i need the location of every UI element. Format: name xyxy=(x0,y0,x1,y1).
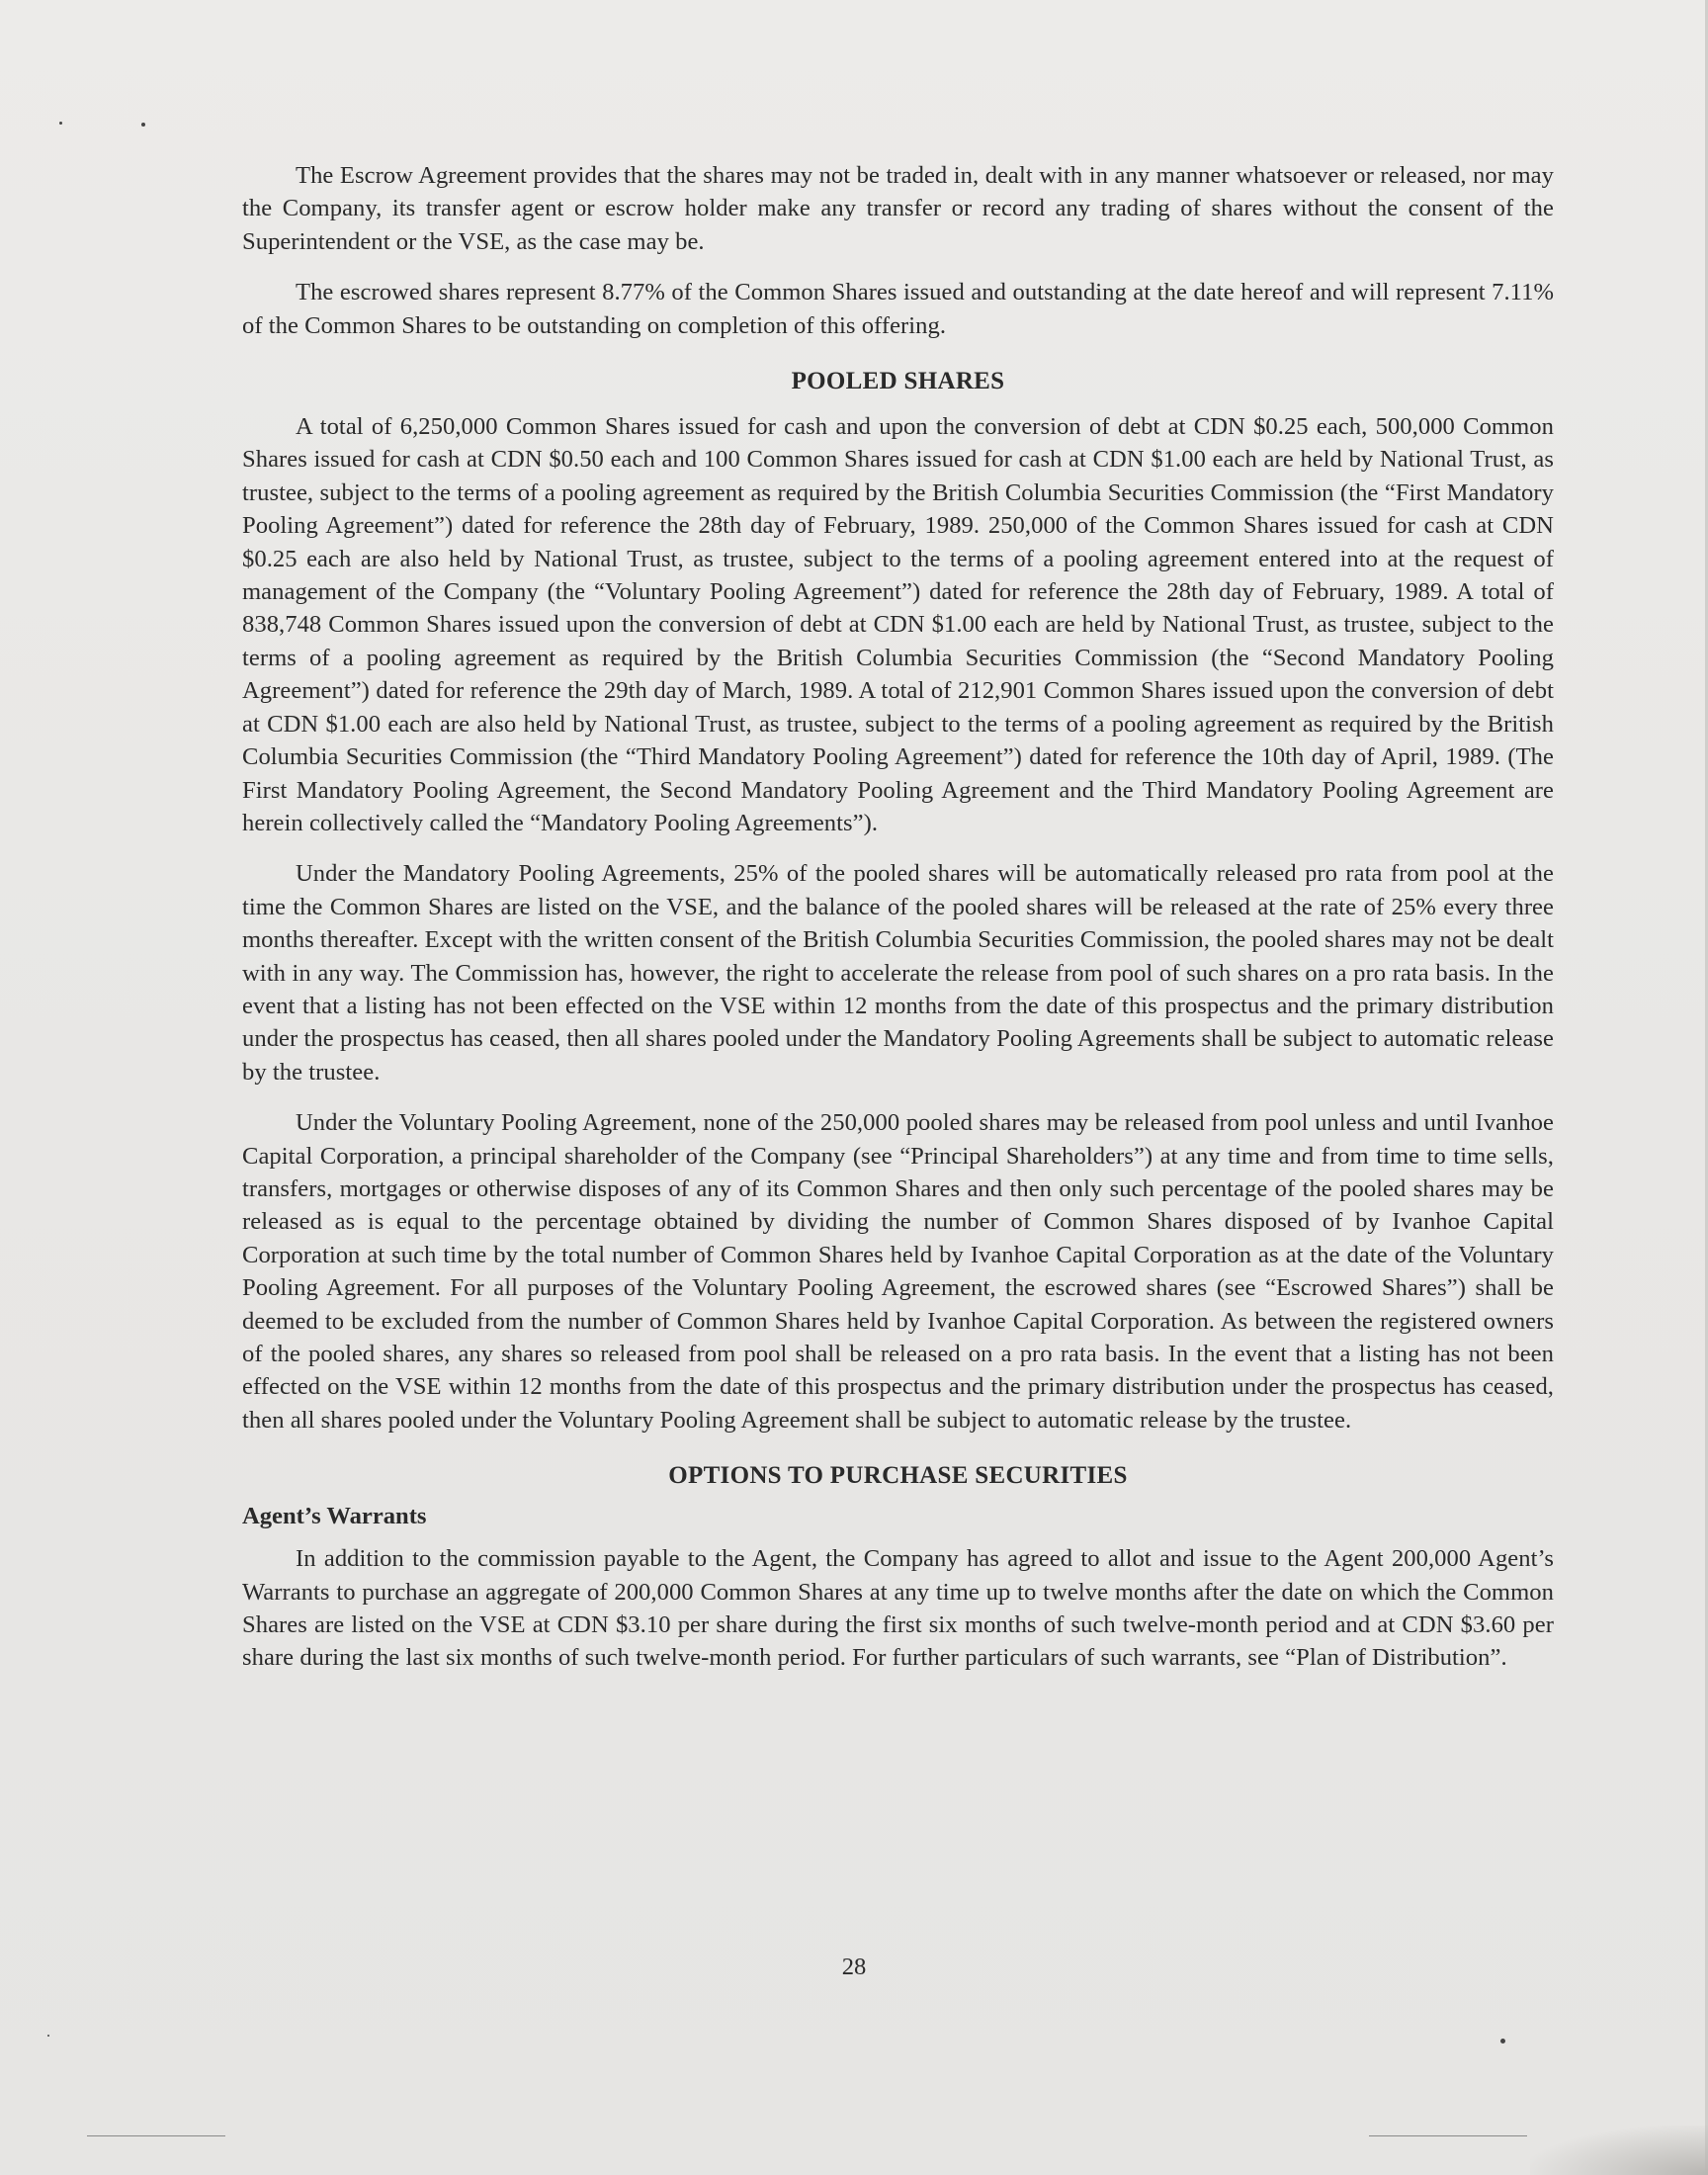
scan-speck xyxy=(1500,2039,1505,2044)
paragraph-pooled-shares-3: Under the Voluntary Pooling Agreement, none of the 250,000 pooled shares may be released from pool unless and until Ivanhoe Capital Corporation, a principal shareholder of the Company (see “Principal Shareholders”) at any time and from time to time sells, transfers, mortgages or otherwise disposes of any of its Common Shares and then only such percentage of the pooled shares may be released as is equal to the percentage obtained by dividing the number of Common Shares disposed of by Ivanhoe Capital Corporation at such time by the total number of Common Shares held by Ivanhoe Capital Corporation as at the date of the Voluntary Pooling Agreement. For all purposes of the Voluntary Pooling Agreement, the escrowed shares (see “Escrowed Shares”) shall be deemed to be excluded from the number of Common Shares held by Ivanhoe Capital Corporation. As between the registered owners of the pooled shares, any shares so released from pool shall be released on a pro rata basis. In the event that a listing has not been effected on the VSE within 12 months from the date of this prospectus and the primary distribution under the prospectus has ceased, then all shares pooled under the Voluntary Pooling Agreement shall be subject to automatic release by the trustee. xyxy=(242,1109,1554,1434)
scan-speck xyxy=(141,123,145,127)
scan-speck xyxy=(59,122,62,125)
subheading-agents-warrants: Agent’s Warrants xyxy=(242,1503,427,1530)
document-body xyxy=(242,159,1554,1693)
scan-line-left xyxy=(87,2135,225,2136)
heading-options-to-purchase: OPTIONS TO PURCHASE SECURITIES xyxy=(668,1462,1128,1490)
paragraph-pooled-shares-1: A total of 6,250,000 Common Shares issued for cash and upon the conversion of debt at CDN $0.25 each, 500,000 Common Shares issued for cash at CDN $0.50 each and 100 Common Shares issued for cash at CDN $1.00 each are held by National Trust, as trustee, subject to the terms of a pooling agreement as required by the British Columbia Securities Commission (the “First Mandatory Pooling Agreement”) dated for reference the 28th day of February, 1989. 250,000 of the Common Shares issued for cash at CDN $0.25 each are also held by National Trust, as trustee, subject to the terms of a pooling agreement entered into at the request of management of the Company (the “Voluntary Pooling Agreement”) dated for reference the 28th day of February, 1989. A total of 838,748 Common Shares issued upon the conversion of debt at CDN $1.00 each are held by National Trust, as trustee, subject to the terms of a pooling agreement as required by the British Columbia Securities Commission (the “Second Mandatory Pooling Agreement”) dated for reference the 29th day of March, 1989. A total of 212,901 Common Shares issued upon the conversion of debt at CDN $1.00 each are also held by National Trust, as trustee, subject to the terms of a pooling agreement as required by the British Columbia Securities Commission (the “Third Mandatory Pooling Agreement”) dated for reference the 10th day of April, 1989. (The First Mandatory Pooling Agreement, the Second Mandatory Pooling Agreement and the Third Mandatory Pooling Agreement are herein collectively called the “Mandatory Pooling Agreements”). xyxy=(242,413,1554,836)
page-number: 28 xyxy=(841,1954,867,1980)
page-corner-shadow xyxy=(1530,2126,1708,2175)
paragraph-escrowed-shares: The escrowed shares represent 8.77% of the Common Shares issued and outstanding at the date hereof and will represent 7.11% of the Common Shares to be outstanding on completion of this offering. xyxy=(242,279,1554,339)
paragraph-escrow-agreement: The Escrow Agreement provides that the shares may not be traded in, dealt with in any manner whatsoever or released, nor may the Company, its transfer agent or escrow holder make any transfer or record any trading of shares without the consent of the Superintendent or the VSE, as the case may be. xyxy=(242,162,1554,255)
scan-line-right xyxy=(1369,2135,1527,2136)
heading-pooled-shares: POOLED SHARES xyxy=(791,368,1005,395)
paragraph-agents-warrants: In addition to the commission payable to the Agent, the Company has agreed to allot and issue to the Agent 200,000 Agent’s Warrants to purchase an aggregate of 200,000 Common Shares at any time up to twelve months after the date on which the Common Shares are listed on the VSE at CDN $3.10 per share during the first six months of such twelve-month period and at CDN $3.60 per share during the last six months of such twelve-month period. For further particulars of such warrants, see “Plan of Distribution”. xyxy=(242,1545,1554,1672)
scan-speck xyxy=(47,2035,49,2037)
paragraph-pooled-shares-2: Under the Mandatory Pooling Agreements, 25% of the pooled shares will be automatically released pro rata from pool at the time the Common Shares are listed on the VSE, and the balance of the pooled shares will be released at the rate of 25% every three months thereafter. Except with the written consent of the British Columbia Securities Commission, the pooled shares may not be dealt with in any way. The Commission has, however, the right to accelerate the release from pool of such shares on a pro rata basis. In the event that a listing has not been effected on the VSE within 12 months from the date of this prospectus and the primary distribution under the prospectus has ceased, then all shares pooled under the Mandatory Pooling Agreements shall be subject to automatic release by the trustee. xyxy=(242,860,1554,1086)
